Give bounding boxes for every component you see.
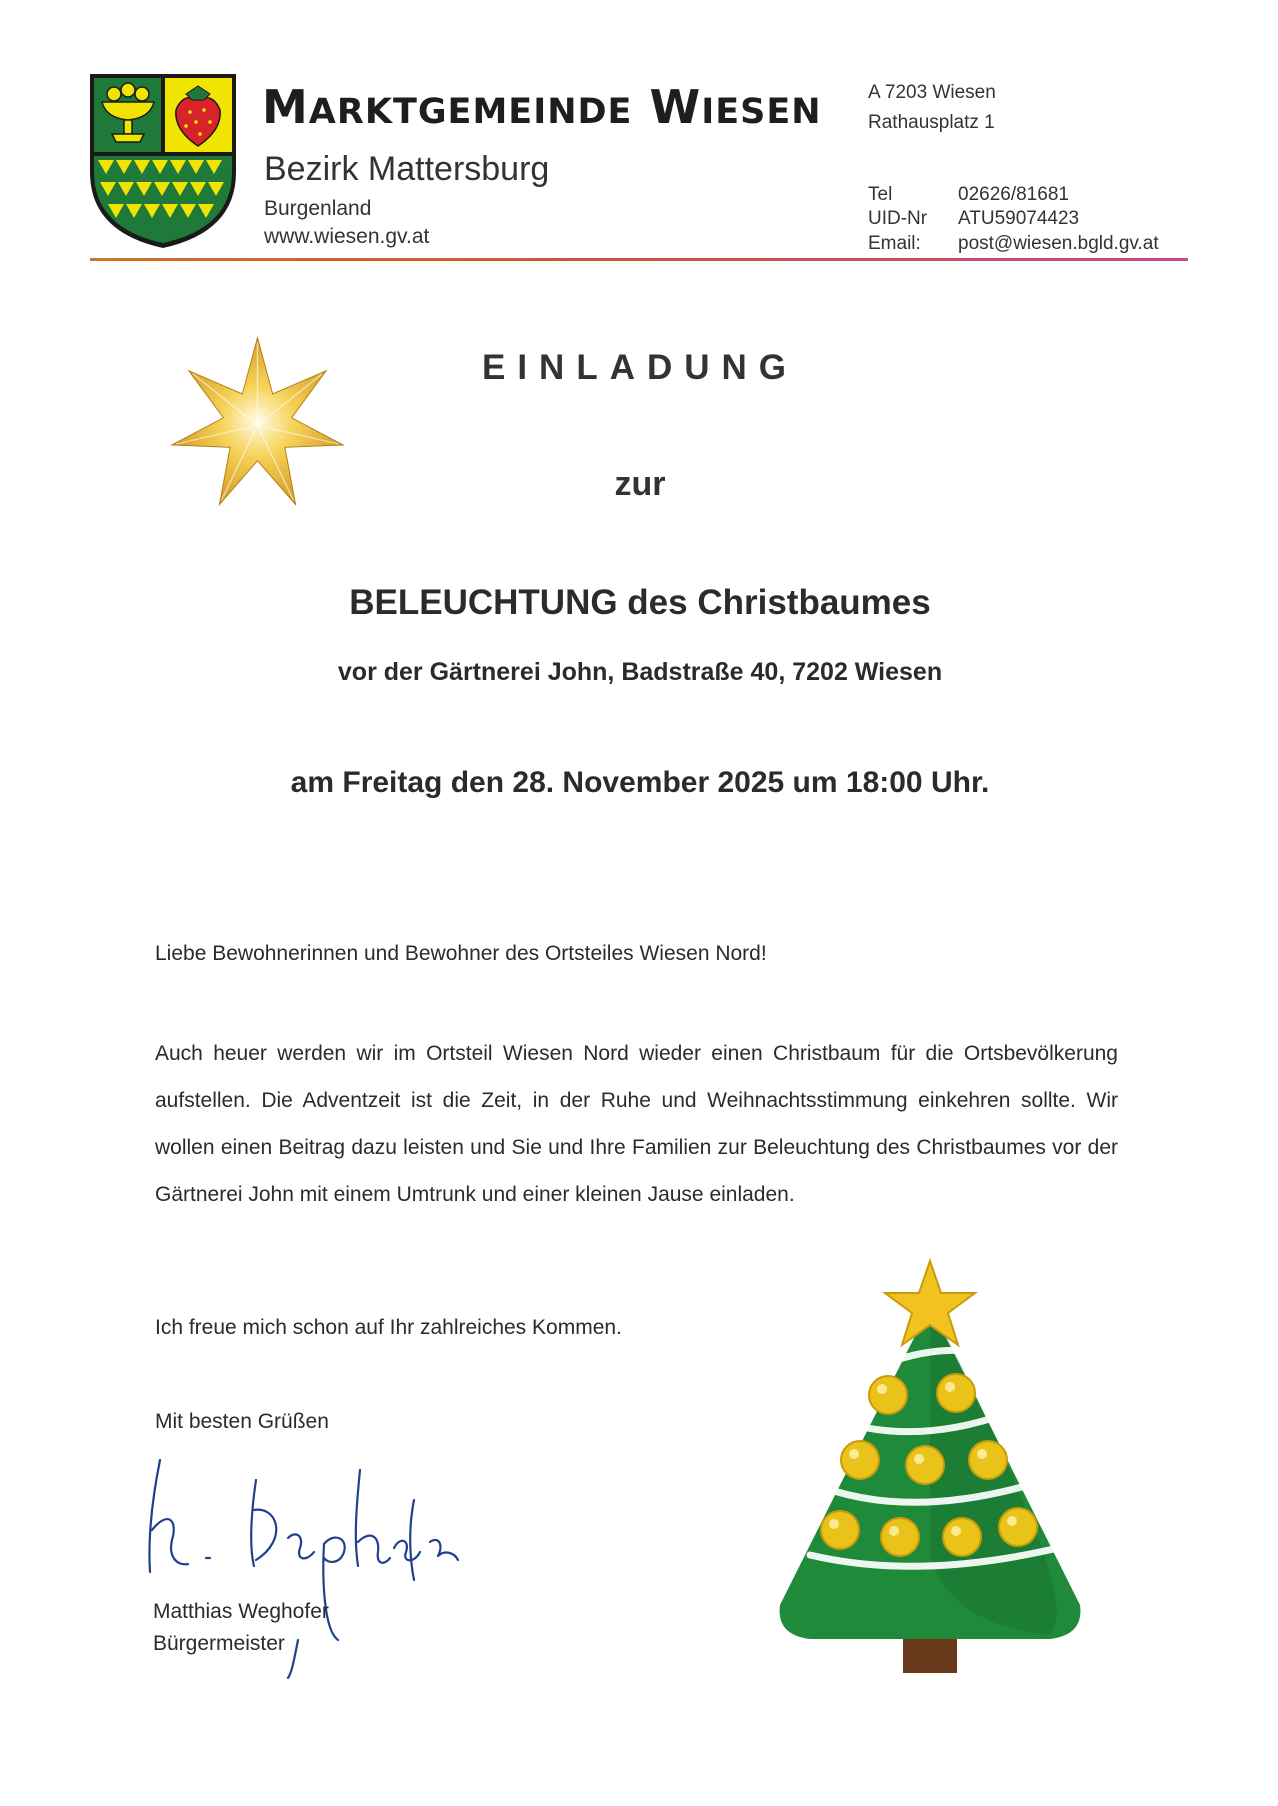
signer-title: Bürgermeister [153,1632,285,1655]
contact-label-phone: Tel [868,184,893,205]
body-paragraph: Auch heuer werden wir im Ortsteil Wiesen Nord wieder einen Christbaum für die Ortsbevölkerung aufstellen. Die Adventzeit ist die Zeit, in der Ruhe und Weihnachtsstimmung einkehren sollte. Wir wollen einen Beitrag dazu leisten und Sie und Ihre Familien zur Beleuchtung des Christbaumes vor der Gärtnerei John mit einem Umtrunk und einer kleinen Jause einladen. [155,1042,1118,1206]
letterhead-divider [90,258,1188,261]
signer-name: Matthias Weghofer [153,1600,329,1623]
state-name: Burgenland [264,197,372,220]
address-street: Rathausplatz 1 [868,112,995,133]
district-name: Bezirk Mattersburg [264,150,550,188]
contact-label-uid: UID-Nr [868,208,928,229]
event-datetime: am Freitag den 28. November 2025 um 18:00 Uhr. [290,766,990,799]
contact-value-email[interactable]: post@wiesen.bgld.gv.at [958,233,1159,254]
invitation-connector: zur [614,465,666,503]
anticipation-line: Ich freue mich schon auf Ihr zahlreiches Kommen. [155,1316,622,1339]
municipality-name: MARKTGEMEINDE WIESEN [262,80,822,134]
closing-salutation: Mit besten Grüßen [155,1410,329,1433]
contact-value-phone: 02626/81681 [958,184,1069,205]
event-location: vor der Gärtnerei John, Badstraße 40, 7202 Wiesen [337,658,943,686]
invitation-heading: EINLADUNG [481,348,799,387]
gold-star-icon [165,333,350,518]
coat-of-arms-logo [88,72,238,250]
greeting: Liebe Bewohnerinnen und Bewohner des Ortsteiles Wiesen Nord! [155,942,767,965]
christmas-tree-icon [770,1255,1090,1680]
contact-label-email: Email: [868,233,921,254]
address-postcode-city: A 7203 Wiesen [868,82,996,103]
event-title: BELEUCHTUNG des Christbaumes [349,583,931,622]
website-link[interactable]: www.wiesen.gv.at [264,225,430,248]
contact-value-uid: ATU59074423 [958,208,1080,229]
